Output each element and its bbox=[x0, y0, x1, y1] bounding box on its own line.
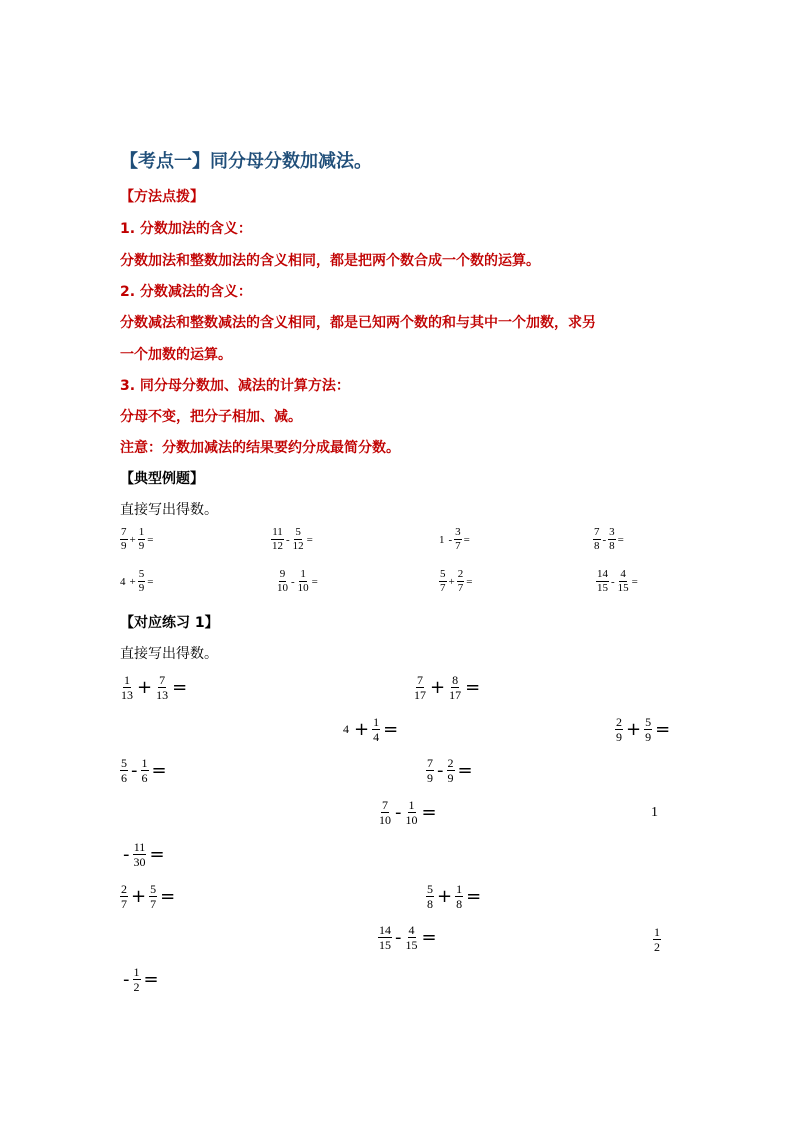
equals-sign: = bbox=[160, 886, 176, 907]
fraction bbox=[593, 527, 601, 552]
denominator: 7 bbox=[440, 582, 446, 594]
practice-expression bbox=[120, 883, 178, 910]
denominator: 9 bbox=[645, 730, 652, 744]
point2-text-line2: 一个加数的运算。 bbox=[120, 347, 232, 363]
whole-number: 1 bbox=[651, 805, 658, 820]
operator: - bbox=[291, 575, 295, 588]
fraction bbox=[297, 569, 310, 594]
operator: + bbox=[626, 719, 642, 740]
point2-text-line1: 分数减法和整数减法的含义相同，都是已知两个数的和与其中一个加数，求另 bbox=[120, 315, 596, 331]
fraction bbox=[141, 757, 149, 784]
numerator: 1 bbox=[138, 526, 145, 538]
whole-number: 4 bbox=[120, 575, 126, 588]
equals-sign: = bbox=[143, 969, 159, 990]
equals-sign: = bbox=[631, 575, 638, 588]
denominator: 7 bbox=[121, 897, 127, 911]
whole-number: 1 bbox=[439, 533, 445, 546]
equals-sign: = bbox=[463, 533, 470, 546]
denominator: 15 bbox=[617, 582, 629, 594]
fraction bbox=[120, 674, 134, 701]
point2-title: 2. 分数减法的含义： bbox=[120, 284, 252, 300]
fraction bbox=[120, 883, 128, 910]
equals-sign: = bbox=[655, 719, 671, 740]
numerator: 4 bbox=[620, 568, 626, 580]
operator: - bbox=[448, 533, 453, 546]
numerator: 2 bbox=[457, 568, 464, 580]
operator: - bbox=[123, 844, 130, 865]
numerator: 5 bbox=[138, 568, 145, 580]
fraction bbox=[138, 527, 146, 552]
point3-title: 3. 同分母分数加、减法的计算方法： bbox=[120, 378, 350, 394]
method-heading: 【方法点拨】 bbox=[120, 189, 204, 205]
denominator: 13 bbox=[156, 688, 169, 702]
equals-sign: = bbox=[172, 677, 188, 698]
fraction bbox=[447, 757, 455, 784]
numerator: 1 bbox=[654, 925, 660, 939]
practice-expression bbox=[615, 716, 673, 743]
fraction bbox=[455, 883, 463, 910]
numerator: 5 bbox=[440, 568, 446, 580]
fraction bbox=[454, 527, 462, 552]
practice-expression bbox=[120, 966, 162, 993]
numerator: 1 bbox=[408, 798, 415, 812]
fraction bbox=[155, 674, 169, 701]
example-expression bbox=[596, 569, 640, 594]
denominator: 15 bbox=[597, 582, 608, 594]
numerator: 7 bbox=[159, 673, 166, 687]
denominator: 9 bbox=[427, 771, 433, 785]
denominator: 12 bbox=[272, 540, 283, 552]
equals-sign: = bbox=[147, 575, 154, 588]
fraction bbox=[133, 841, 147, 868]
denominator: 15 bbox=[379, 938, 391, 952]
example-expression bbox=[120, 569, 155, 594]
practice-expression bbox=[653, 926, 661, 953]
denominator: 9 bbox=[447, 771, 454, 785]
fraction bbox=[149, 883, 157, 910]
numerator: 7 bbox=[594, 526, 600, 538]
practice-expression bbox=[426, 757, 476, 784]
numerator: 2 bbox=[447, 756, 454, 770]
numerator: 1 bbox=[456, 882, 463, 896]
denominator: 7 bbox=[455, 540, 461, 552]
fraction bbox=[426, 883, 434, 910]
denominator: 7 bbox=[457, 582, 464, 594]
equals-sign: = bbox=[311, 575, 318, 588]
denominator: 10 bbox=[379, 813, 391, 827]
fraction bbox=[644, 716, 652, 743]
fraction bbox=[448, 674, 462, 701]
equals-sign: = bbox=[306, 533, 313, 546]
fraction bbox=[439, 569, 447, 594]
denominator: 13 bbox=[121, 688, 133, 702]
operator: + bbox=[437, 886, 453, 907]
denominator: 10 bbox=[297, 582, 309, 594]
denominator: 10 bbox=[405, 813, 418, 827]
fraction bbox=[120, 527, 128, 552]
operator: + bbox=[448, 575, 455, 588]
denominator: 8 bbox=[427, 897, 433, 911]
equals-sign: = bbox=[465, 677, 481, 698]
equals-sign: = bbox=[457, 760, 473, 781]
equals-sign: = bbox=[421, 802, 437, 823]
operator: - bbox=[286, 533, 290, 546]
equals-sign: = bbox=[466, 575, 473, 588]
whole-number: 4 bbox=[343, 722, 349, 736]
fraction bbox=[596, 569, 609, 594]
numerator: 9 bbox=[279, 568, 286, 580]
denominator: 9 bbox=[616, 730, 622, 744]
denominator: 4 bbox=[373, 730, 380, 744]
example-expression bbox=[276, 569, 320, 594]
practice-instruction: 直接写出得数。 bbox=[120, 646, 218, 662]
practice-expression bbox=[120, 757, 170, 784]
operator: - bbox=[437, 760, 444, 781]
practice-expression bbox=[120, 841, 168, 868]
numerator: 4 bbox=[408, 923, 415, 937]
denominator: 7 bbox=[150, 897, 157, 911]
denominator: 8 bbox=[594, 540, 600, 552]
denominator: 10 bbox=[277, 582, 288, 594]
fraction bbox=[653, 926, 661, 953]
operator: + bbox=[137, 677, 153, 698]
equals-sign: = bbox=[151, 760, 167, 781]
section-title: 【考点一】同分母分数加减法。 bbox=[120, 151, 372, 172]
fraction bbox=[271, 527, 284, 552]
denominator: 2 bbox=[654, 940, 660, 954]
numerator: 1 bbox=[133, 965, 140, 979]
denominator: 17 bbox=[414, 688, 426, 702]
operator: - bbox=[131, 760, 138, 781]
practice-expression bbox=[378, 799, 440, 826]
note-text: 注意：分数加减法的结果要约分成最简分数。 bbox=[120, 440, 400, 456]
denominator: 17 bbox=[449, 688, 462, 702]
denominator: 9 bbox=[138, 582, 145, 594]
denominator: 9 bbox=[138, 540, 145, 552]
fraction bbox=[378, 799, 392, 826]
operator: + bbox=[131, 886, 147, 907]
fraction bbox=[138, 569, 146, 594]
fraction bbox=[426, 757, 434, 784]
fraction bbox=[413, 674, 427, 701]
fraction bbox=[615, 716, 623, 743]
numerator: 5 bbox=[427, 882, 433, 896]
denominator: 30 bbox=[133, 855, 146, 869]
numerator: 1 bbox=[373, 715, 380, 729]
point3-text: 分母不变，把分子相加、减。 bbox=[120, 409, 302, 425]
numerator: 11 bbox=[133, 840, 146, 854]
numerator: 1 bbox=[300, 568, 306, 580]
example-instruction: 直接写出得数。 bbox=[120, 502, 218, 518]
numerator: 3 bbox=[455, 526, 461, 538]
denominator: 9 bbox=[121, 540, 127, 552]
practice-expression bbox=[378, 924, 440, 951]
numerator: 7 bbox=[417, 673, 423, 687]
practice-expression bbox=[343, 716, 401, 743]
practice-expression bbox=[120, 674, 190, 701]
operator: - bbox=[123, 969, 130, 990]
equals-sign: = bbox=[383, 719, 399, 740]
operator: - bbox=[611, 575, 615, 588]
fraction bbox=[276, 569, 289, 594]
practice-expression bbox=[413, 674, 483, 701]
fraction bbox=[120, 757, 128, 784]
operator: - bbox=[395, 927, 402, 948]
equals-sign: = bbox=[466, 886, 482, 907]
fraction bbox=[608, 527, 616, 552]
example-expression bbox=[439, 527, 472, 552]
point1-title: 1. 分数加法的含义： bbox=[120, 221, 252, 237]
operator: + bbox=[129, 575, 136, 588]
operator: + bbox=[430, 677, 446, 698]
operator: + bbox=[129, 533, 136, 546]
fraction bbox=[292, 527, 305, 552]
denominator: 6 bbox=[121, 771, 127, 785]
numerator: 2 bbox=[616, 715, 622, 729]
denominator: 6 bbox=[141, 771, 148, 785]
denominator: 12 bbox=[292, 540, 304, 552]
practice-expression bbox=[651, 805, 660, 821]
point1-text: 分数加法和整数加法的含义相同，都是把两个数合成一个数的运算。 bbox=[120, 253, 540, 269]
numerator: 1 bbox=[124, 673, 130, 687]
numerator: 11 bbox=[272, 526, 283, 538]
equals-sign: = bbox=[147, 533, 154, 546]
numerator: 1 bbox=[141, 756, 148, 770]
numerator: 7 bbox=[121, 526, 127, 538]
fraction bbox=[372, 716, 380, 743]
practice-expression bbox=[426, 883, 484, 910]
numerator: 5 bbox=[645, 715, 652, 729]
numerator: 14 bbox=[379, 923, 391, 937]
fraction bbox=[405, 799, 419, 826]
fraction bbox=[378, 924, 392, 951]
numerator: 3 bbox=[609, 526, 615, 538]
numerator: 5 bbox=[295, 526, 301, 538]
denominator: 15 bbox=[405, 938, 418, 952]
numerator: 5 bbox=[150, 882, 157, 896]
example-expression bbox=[120, 527, 155, 552]
example-expression bbox=[271, 527, 315, 552]
numerator: 14 bbox=[597, 568, 608, 580]
example-expression bbox=[439, 569, 474, 594]
numerator: 7 bbox=[382, 798, 388, 812]
equals-sign: = bbox=[617, 533, 624, 546]
operator: - bbox=[602, 533, 607, 546]
operator: + bbox=[354, 719, 370, 740]
numerator: 7 bbox=[427, 756, 433, 770]
denominator: 2 bbox=[133, 980, 140, 994]
fraction bbox=[405, 924, 419, 951]
denominator: 8 bbox=[456, 897, 463, 911]
example-expression bbox=[593, 527, 626, 552]
equals-sign: = bbox=[421, 927, 437, 948]
equals-sign: = bbox=[149, 844, 165, 865]
numerator: 2 bbox=[121, 882, 127, 896]
operator: - bbox=[395, 802, 402, 823]
numerator: 5 bbox=[121, 756, 127, 770]
denominator: 8 bbox=[609, 540, 615, 552]
numerator: 8 bbox=[452, 673, 459, 687]
fraction bbox=[133, 966, 141, 993]
fraction bbox=[457, 569, 465, 594]
practice-heading: 【对应练习 1】 bbox=[120, 615, 219, 631]
example-heading: 【典型例题】 bbox=[120, 471, 204, 487]
fraction bbox=[617, 569, 630, 594]
